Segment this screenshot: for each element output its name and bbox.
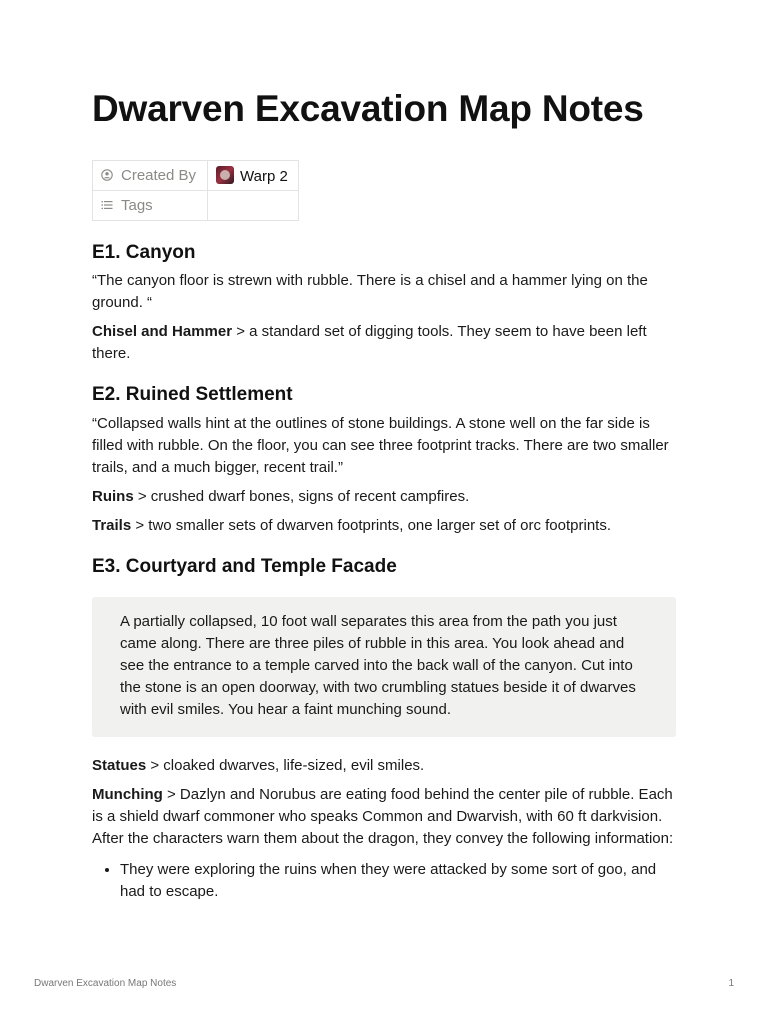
footer-doc-name: Dwarven Excavation Map Notes — [34, 978, 177, 989]
section-heading-e3: E3. Courtyard and Temple Facade — [92, 556, 397, 577]
e2-item-ruins-desc: > crushed dwarf bones, signs of recent campfires. — [133, 488, 470, 505]
e2-read-aloud: “Collapsed walls hint at the outlines of stone buildings. A stone well on the far side is filled with rubble. On the floor, you can see three footprint tracks. There are two smaller trails, and a much bigger, recent trail.” — [92, 415, 669, 476]
section-heading-e1: E1. Canyon — [92, 242, 196, 263]
property-label-tags: Tags — [121, 197, 153, 214]
creator-name: Warp 2 — [240, 168, 288, 185]
e3-read-aloud-callout — [92, 597, 676, 737]
property-label-created-by: Created By — [121, 167, 197, 184]
document-page — [92, 86, 676, 903]
e3-item-statues — [92, 755, 676, 777]
e1-read-aloud: “The canyon floor is strewn with rubble. There is a chisel and a hammer lying on the ground. “ — [92, 272, 648, 311]
person-circle-icon — [101, 169, 113, 181]
footer-page-number: 1 — [728, 978, 734, 989]
section-heading-e2: E2. Ruined Settlement — [92, 384, 293, 405]
property-value-created-by[interactable] — [208, 161, 299, 191]
e2-item-trails-term: Trails — [92, 517, 132, 534]
e3-callout-text: A partially collapsed, 10 foot wall separates this area from the path you just came along. There are three piles of rubble in this area. You look ahead and see the entrance to a temple carved into the back wall of the canyon. Cut into the stone is an open doorway, with two crumbling statues beside it of dwarves with evil smiles. You hear a faint munching sound. — [120, 613, 636, 718]
list-icon — [101, 199, 113, 211]
property-value-tags[interactable] — [208, 191, 299, 221]
e1-item-chisel-desc: > a standard set of digging tools. They seem to have been left there. — [92, 323, 647, 362]
e3-item-munching-desc: > Dazlyn and Norubus are eating food behind the center pile of rubble. Each is a shield dwarf commoner who speaks Common and Dwarvish, with 60 ft darkvision. After the characters warn them about the dragon, they convey the following information: — [92, 786, 674, 847]
e3-item-statues-desc: > cloaked dwarves, life-sized, evil smiles. — [146, 757, 425, 774]
user-avatar — [216, 166, 234, 184]
e2-item-ruins-term: Ruins — [92, 488, 134, 505]
e1-item-chisel — [92, 321, 676, 365]
property-row-tags — [93, 191, 299, 221]
page-title: Dwarven Excavation Map Notes — [92, 88, 644, 129]
e3-item-munching — [92, 784, 676, 850]
e3-info-list — [92, 859, 676, 903]
property-key-tags — [93, 191, 208, 221]
properties-table — [92, 160, 299, 221]
page-footer — [34, 978, 734, 989]
property-row-created-by — [93, 161, 299, 191]
list-item: • They were exploring the ruins when they were attacked by some sort of goo, and had to escape. — [120, 859, 676, 903]
e2-item-ruins — [92, 486, 676, 508]
e3-item-munching-term: Munching — [92, 786, 163, 803]
e2-item-trails-desc: > two smaller sets of dwarven footprints, one larger set of orc footprints. — [131, 517, 612, 534]
e1-item-chisel-term: Chisel and Hammer — [92, 323, 233, 340]
property-key-created-by — [93, 161, 208, 191]
e3-item-statues-term: Statues — [92, 757, 147, 774]
e2-item-trails — [92, 515, 676, 537]
